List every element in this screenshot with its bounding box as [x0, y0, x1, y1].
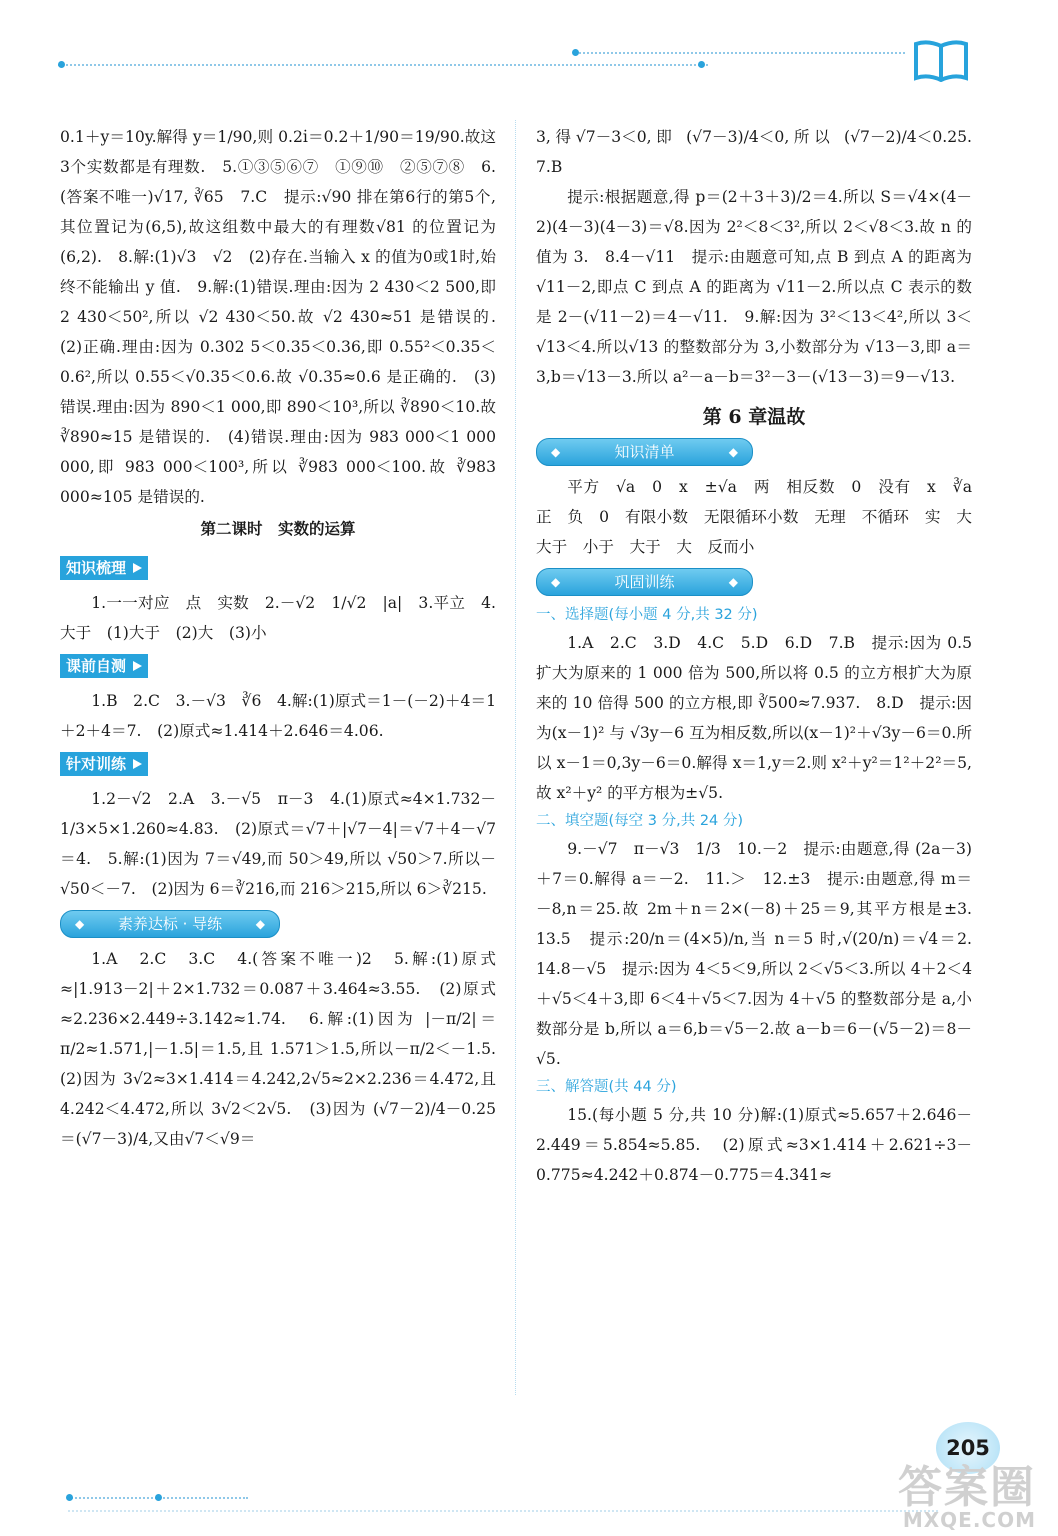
section-heading-choice: 一、选择题(每小题 4 分,共 32 分) [536, 607, 758, 623]
answer-text: 9.－√7 π－√3 1/3 10.－2 提示:由题意,得 (2a－3)＋7＝0.解得 a＝－2. 11.＞ 12.±3 提示:由题意,得 m＝－8,n＝25.故 2m＋n＝2×(－8)＋25＝9,其平方根是±3. 13.5 提示:20/n＝(4×5)/n,当 n＝5 时,√(20/n)＝√4＝2. 14.8－√5 提示:因为 4＜5＜9,所以 2＜√5＜3.所以 4＋2＜4＋√5＜4＋3,即 6＜4＋√5＜7.因为 4＋√5 的整数部分是 a,小数部分是 b,所以 a＝6,b＝√5－2.故 a－b＝6－(√5－2)＝8－√5. [536, 840, 988, 1068]
section-tag-pretest: 课前自测 [60, 654, 148, 678]
section-pill-literacy: ◆ 素养达标 · 导练 ◆ [60, 910, 280, 938]
answer-text: 提示:根据题意,得 p＝(2＋3＋3)/2＝4.所以 S＝√4×(4－2)(4－3)(4－3)＝√8.因为 2²＜8＜3²,所以 2＜√8＜3.故 n 的值为 3. 8.4－√11 提示:由题意可知,点 B 到点 A 的距离为 √11－2,即点 C 到点 A 的距离为 √11－2.所以点 C 表示的数是 2－(√11－2)＝4－√11. 9.解:因为 3²＜13＜4²,所以 3＜√13＜4.所以√13 的整数部分为 3,小数部分为 √13－3,即 a＝3,b＝√13－3.所以 a²－a－b＝3²－3－(√13－3)＝9－√13. [536, 188, 972, 386]
answer-text: 平方 √a 0 x ±√a 两 相反数 0 没有 x ∛a 正 负 0 有限小数 无限循环小数 无理 不循环 实 大 大于 小于 大于 大 反而小 [536, 478, 988, 556]
section-tag-practice: 针对训练 [60, 752, 148, 776]
answer-text: 1.B 2.C 3.－√3 ∛6 4.解:(1)原式＝1－(－2)＋4＝1＋2＋4＝7. (2)原式≈1.414＋2.646＝4.06. [60, 692, 496, 740]
watermark-url: MXQE.COM [902, 1508, 1036, 1532]
answer-text: 1.一一对应 点 实数 2.－√2 1/√2 |a| 3.平立 4.大于 (1)大于 (2)大 (3)小 [60, 594, 496, 642]
answer-text: 1.2－√2 2.A 3.－√5 π－3 4.(1)原式≈4×1.732－1/3×5×1.260≈4.83. (2)原式＝√7＋|√7－4|＝√7＋4－√7＝4. 5.解:(1)因为 7＝√49,而 50＞49,所以 √50＞7.所以－√50＜－7. (2)因为 6＝∛216,而 216＞215,所以 6＞∛215. [60, 790, 496, 898]
decor-dot [66, 1494, 73, 1501]
bottom-dotted-line-long [68, 1510, 938, 1512]
lesson-title: 第二课时 实数的运算 [200, 520, 356, 538]
top-dotted-line-left [58, 64, 708, 66]
answer-text: 1.A 2.C 3.C 4.(答案不唯一)2 5.解:(1)原式≈|1.913－2|＋2×1.732＝0.087＋3.464≈3.55. (2)原式≈2.236×2.449÷3.142≈1.74. 6.解:(1)因为 |－π/2|＝π/2≈1.571,|－1.5|＝1.5,且 1.571＞1.5,所以－π/2＜－1.5. (2)因为 3√2≈3×1.414＝4.242,2√5≈2×2.236＝4.472,且 4.242＜4.472,所以 3√2＜2√5. (3)因为 (√7－2)/4－0.25＝(√7－3)/4,又由√7＜√9＝ [60, 950, 512, 1148]
right-column [536, 122, 988, 1190]
section-pill-knowledge-list: ◆ 知识清单 ◆ [536, 438, 753, 466]
decor-dot [58, 61, 65, 68]
section-pill-consolidation: ◆ 巩固训练 ◆ [536, 568, 753, 596]
section-heading-fill: 二、填空题(每空 3 分,共 24 分) [536, 813, 744, 829]
watermark-text: 答案圈 [898, 1462, 1036, 1513]
section-tag-knowledge: 知识梳理 [60, 556, 148, 580]
page-number: 205 [936, 1422, 1000, 1474]
answer-text: 3,得√7－3＜0,即 (√7－3)/4＜0,所以 (√7－2)/4＜0.25. 7.B [536, 128, 988, 176]
decor-dot [572, 49, 579, 56]
section-heading-solve: 三、解答题(共 44 分) [536, 1079, 677, 1095]
column-divider [515, 120, 516, 1395]
open-book-icon [912, 38, 970, 82]
chapter-title: 第 6 章温故 [702, 406, 806, 428]
watermark-logo [898, 1462, 1036, 1532]
left-column [60, 122, 512, 1154]
answer-text: 15.(每小题 5 分,共 10 分)解:(1)原式≈5.657＋2.646－2.449＝5.854≈5.85. (2)原式≈3×1.414＋2.621÷3－0.775≈4.242＋0.874－0.775＝4.341≈ [536, 1106, 972, 1184]
decor-dot [698, 61, 705, 68]
decor-dot [155, 1494, 162, 1501]
top-dotted-line [575, 52, 905, 54]
answer-text: 1.A 2.C 3.D 4.C 5.D 6.D 7.B 提示:因为 0.5 扩大为原来的 1 000 倍为 500,所以将 0.5 的立方根扩大为原来的 10 倍得 500 的立方根,即 ∛500≈7.937. 8.D 提示:因为(x－1)² 与 √3y－6 互为相反数,所以(x－1)²＋√3y－6＝0.所以 x－1＝0,3y－6＝0.解得 x＝1,y＝2.则 x²＋y²＝1²＋2²＝5,故 x²＋y² 的平方根为±√5. [536, 634, 972, 802]
answer-text: 0.1＋y＝10y.解得 y＝1/90,则 0.2i̇＝0.2＋1/90＝19/90.故这3个实数都是有理数. 5.①③⑤⑥⑦ ①⑨⑩ ②⑤⑦⑧ 6.(答案不唯一)√17, ∛65 7.C 提示:√90 排在第6行的第5个,其位置记为(6,5),故这组数中最大的有理数√81 的位置记为(6,2). 8.解:(1)√3 √2 (2)存在.当输入 x 的值为0或1时,始终不能输出 y 值. 9.解:(1)错误.理由:因为 2 430＜2 500,即 2 430＜50²,所以 √2 430＜50.故 √2 430≈51 是错误的. (2)正确.理由:因为 0.302 5＜0.35＜0.36,即 0.55²＜0.35＜0.6²,所以 0.55＜√0.35＜0.6.故 √0.35≈0.6 是正确的. (3)错误.理由:因为 890＜1 000,即 890＜10³,所以 ∛890＜10.故 ∛890≈15 是错误的. (4)错误.理由:因为 983 000＜1 000 000,即 983 000＜100³,所以 ∛983 000＜100.故 ∛983 000≈105 是错误的. [60, 128, 512, 506]
